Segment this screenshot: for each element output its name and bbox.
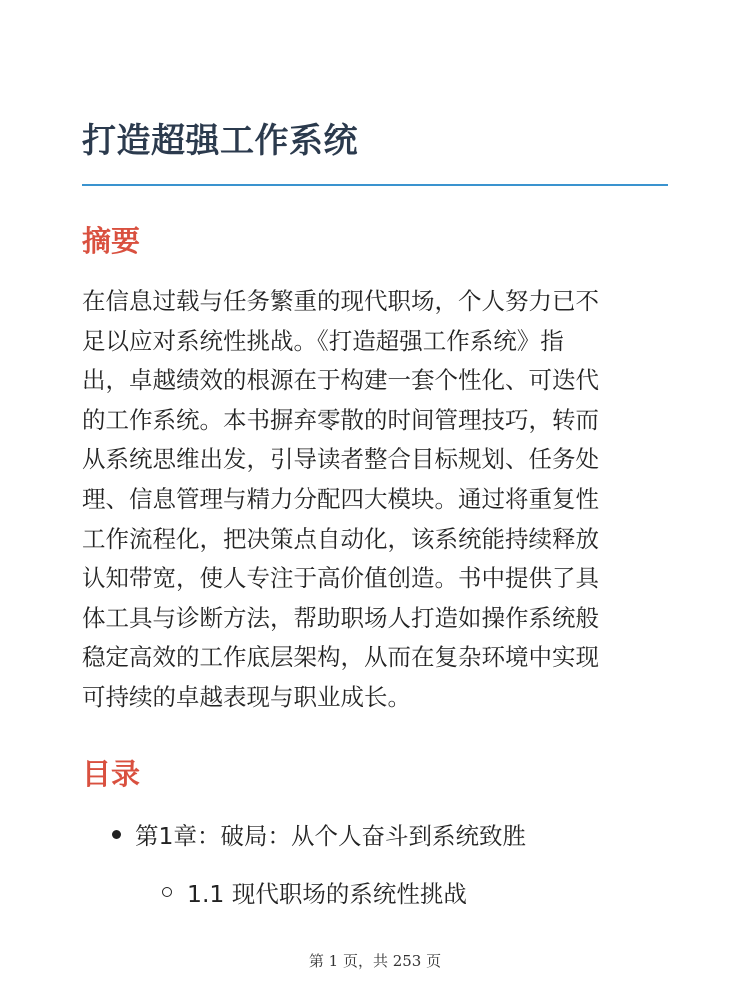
abstract-line: 稳定高效的工作底层架构，从而在复杂环境中实现 xyxy=(82,643,599,672)
toc-section-label: 1.1 现代职场的系统性挑战 xyxy=(187,880,467,908)
page-footer: 第 1 页，共 253 页 xyxy=(308,952,442,970)
abstract-line: 从系统思维出发，引导读者整合目标规划、任务处 xyxy=(82,445,599,474)
abstract-line: 认知带宽，使人专注于高价值创造。书中提供了具 xyxy=(82,564,599,593)
title-divider xyxy=(82,184,668,186)
abstract-line: 的工作系统。本书摒弃零散的时间管理技巧，转而 xyxy=(82,405,599,434)
bullet-circle-icon xyxy=(162,887,172,897)
toc-chapter-label: 第1章：破局：从个人奋斗到系统致胜 xyxy=(135,822,526,850)
toc-heading: 目录 xyxy=(82,757,141,791)
toc-chapter-item[interactable] xyxy=(112,814,526,854)
abstract-line: 理、信息管理与精力分配四大模块。通过将重复性 xyxy=(82,484,599,513)
abstract-heading: 摘要 xyxy=(82,224,141,258)
abstract-line: 体工具与诊断方法，帮助职场人打造如操作系统般 xyxy=(82,603,599,632)
abstract-line: 出，卓越绩效的根源在于构建一套个性化、可迭代 xyxy=(82,366,599,395)
abstract-line: 在信息过载与任务繁重的现代职场，个人努力已不 xyxy=(82,287,599,315)
toc-section-item[interactable] xyxy=(162,872,467,912)
bullet-disc-icon xyxy=(112,830,121,839)
abstract-line: 可持续的卓越表现与职业成长。 xyxy=(82,682,411,711)
abstract-line: 足以应对系统性挑战。《打造超强工作系统》指 xyxy=(82,326,564,355)
abstract-paragraph xyxy=(82,282,672,718)
abstract-line: 工作流程化，把决策点自动化，该系统能持续释放 xyxy=(82,524,599,553)
document-title: 打造超强工作系统 xyxy=(82,121,358,161)
